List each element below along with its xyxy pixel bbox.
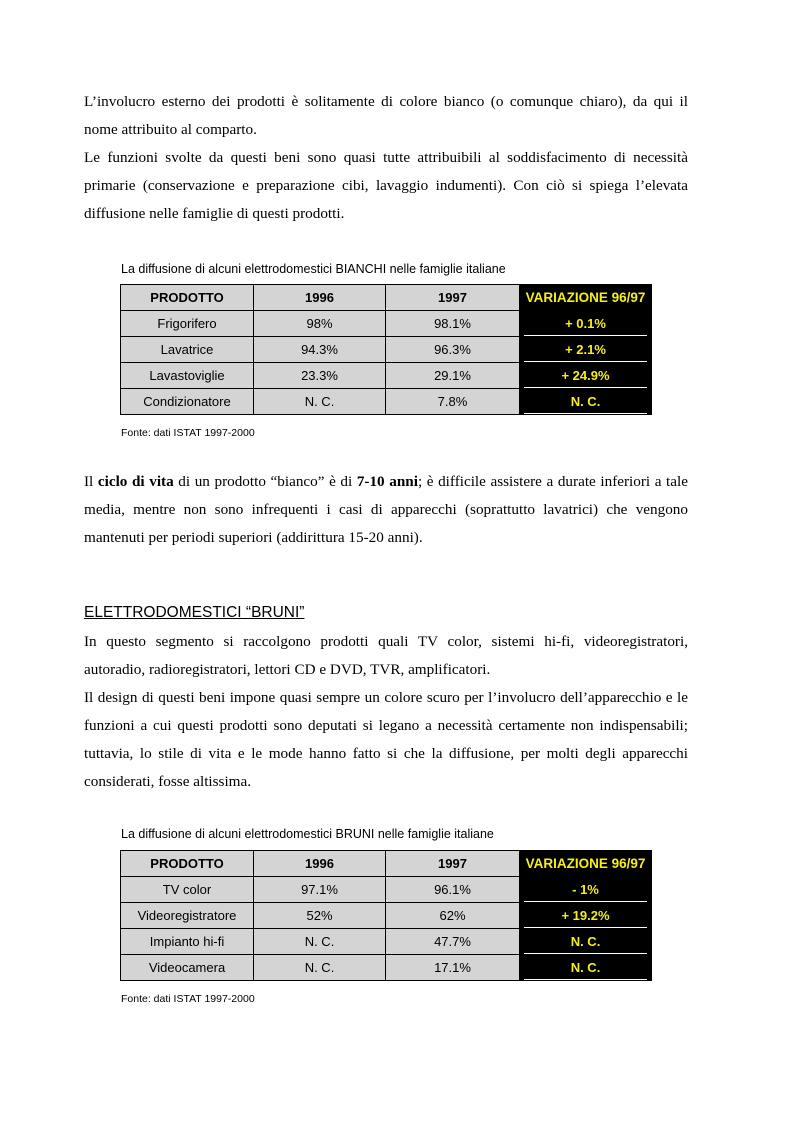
- header-variazione: VARIAZIONE 96/97: [520, 285, 652, 311]
- value-1996: 97.1%: [254, 877, 386, 903]
- table-bruni-caption: La diffusione di alcuni elettrodomestici BRUNI nelle famiglie italiane: [121, 827, 494, 841]
- table-bruni: [120, 850, 652, 981]
- bruni-paragraph-2: Il design di questi beni impone quasi sempre un colore scuro per l’involucro dell’apparecchio e le funzioni a cui questi prodotti sono deputati si legano a necessità certamente non indispensabili; tuttavia, lo stile di vita e le mode hanno fatto si che la diffusione, per molti degli apparecchi considerati, fosse altissima.: [84, 689, 688, 790]
- intro-paragraph-2: Le funzioni svolte da questi beni sono quasi tutte attribuibili al soddisfacimento di necessità primarie (conservazione e preparazione cibi, lavaggio indumenti). Con ciò si spiega l’elevata diffusione nelle famiglie di questi prodotti.: [84, 149, 688, 222]
- header-prodotto: PRODOTTO: [121, 851, 254, 877]
- table-bianchi-caption: La diffusione di alcuni elettrodomestici BIANCHI nelle famiglie italiane: [121, 262, 506, 276]
- lifecycle-text-mid: di un prodotto “bianco” è di: [173, 473, 357, 490]
- intro-paragraph-1: L’involucro esterno dei prodotti è solitamente di colore bianco (o comunque chiaro), da qui il nome attribuito al comparto.: [84, 93, 688, 138]
- lifecycle-term: ciclo di vita: [97, 473, 174, 490]
- value-variazione: + 24.9%: [520, 363, 652, 389]
- table-bruni-source: Fonte: dati ISTAT 1997-2000: [121, 993, 255, 1005]
- product-name: Videocamera: [121, 955, 254, 981]
- value-1996: 23.3%: [254, 363, 386, 389]
- value-variazione: + 2.1%: [520, 337, 652, 363]
- value-1997: 47.7%: [386, 929, 520, 955]
- table-row: [121, 311, 652, 337]
- value-1996: N. C.: [254, 389, 386, 415]
- table-bianchi: [120, 284, 652, 415]
- value-1996: 52%: [254, 903, 386, 929]
- table-row: [121, 389, 652, 415]
- table-row: [121, 363, 652, 389]
- header-1996: 1996: [254, 851, 386, 877]
- table-row: [121, 903, 652, 929]
- header-1997: 1997: [386, 851, 520, 877]
- product-name: Condizionatore: [121, 389, 254, 415]
- value-1997: 98.1%: [386, 311, 520, 337]
- value-variazione: + 19.2%: [520, 903, 652, 929]
- value-1997: 62%: [386, 903, 520, 929]
- bruni-paragraph-1: In questo segmento si raccolgono prodotti quali TV color, sistemi hi-fi, videoregistratori, autoradio, radioregistratori, lettori CD e DVD, TVR, amplificatori.: [84, 633, 688, 678]
- value-1997: 29.1%: [386, 363, 520, 389]
- table-row: [121, 929, 652, 955]
- section-heading-bruni: ELETTRODOMESTICI “BRUNI”: [84, 604, 305, 621]
- value-1997: 96.1%: [386, 877, 520, 903]
- value-1996: N. C.: [254, 955, 386, 981]
- value-1996: 98%: [254, 311, 386, 337]
- header-1997: 1997: [386, 285, 520, 311]
- value-1997: 7.8%: [386, 389, 520, 415]
- value-variazione: N. C.: [520, 929, 652, 955]
- header-variazione: VARIAZIONE 96/97: [520, 851, 652, 877]
- product-name: Lavatrice: [121, 337, 254, 363]
- value-variazione: N. C.: [520, 955, 652, 981]
- table-header-row: [121, 851, 652, 877]
- product-name: Videoregistratore: [121, 903, 254, 929]
- value-1996: N. C.: [254, 929, 386, 955]
- value-variazione: N. C.: [520, 389, 652, 415]
- product-name: Frigorifero: [121, 311, 254, 337]
- value-variazione: + 0.1%: [520, 311, 652, 337]
- table-header-row: [121, 285, 652, 311]
- lifecycle-text-end: ; è difficile assistere a durate inferiori a tale media, mentre non sono infrequenti i casi di apparecchi (soprattutto lavatrici) che vengono mantenuti per periodi superiori (addirittura 15-20 anni).: [84, 473, 688, 546]
- product-name: TV color: [121, 877, 254, 903]
- product-name: Lavastoviglie: [121, 363, 254, 389]
- table-bianchi-source: Fonte: dati ISTAT 1997-2000: [121, 427, 255, 439]
- lifecycle-years: 7-10 anni: [356, 473, 418, 490]
- table-row: [121, 877, 652, 903]
- product-name: Impianto hi-fi: [121, 929, 254, 955]
- lifecycle-text-start: Il: [84, 473, 98, 490]
- value-1997: 17.1%: [386, 955, 520, 981]
- header-1996: 1996: [254, 285, 386, 311]
- value-1996: 94.3%: [254, 337, 386, 363]
- lifecycle-paragraph: [84, 468, 688, 552]
- value-variazione: - 1%: [520, 877, 652, 903]
- table-row: [121, 337, 652, 363]
- table-row: [121, 955, 652, 981]
- value-1997: 96.3%: [386, 337, 520, 363]
- header-prodotto: PRODOTTO: [121, 285, 254, 311]
